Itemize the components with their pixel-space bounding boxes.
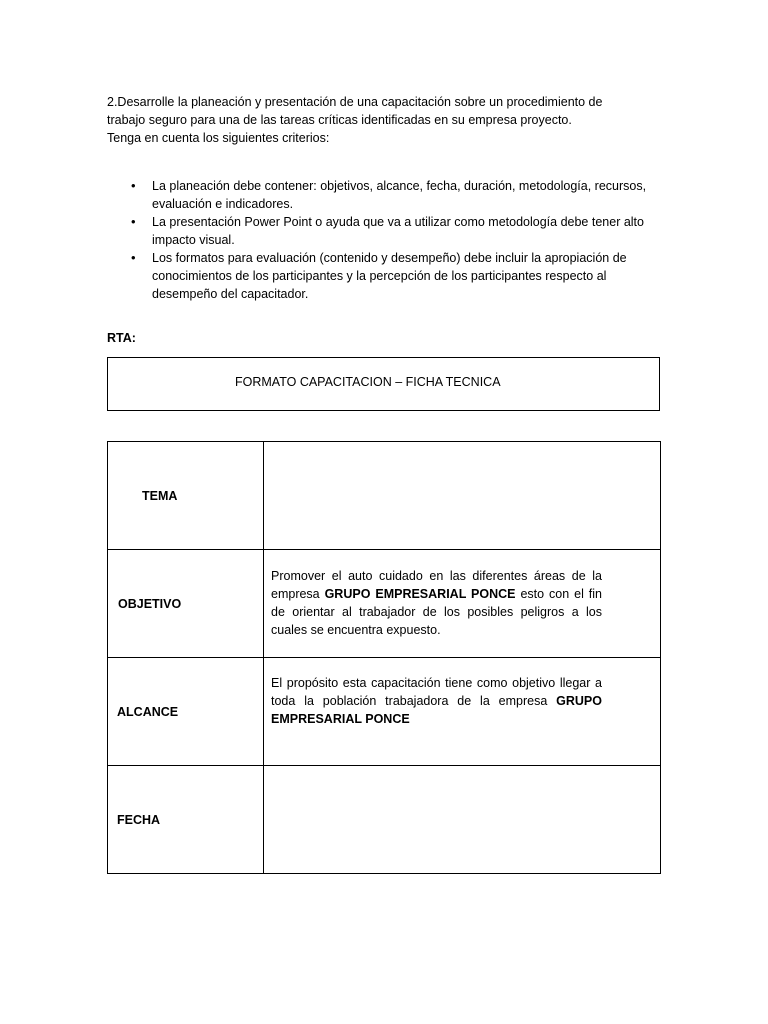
- criteria-list: [107, 177, 667, 303]
- objetivo-value: [264, 550, 660, 639]
- objetivo-label-cell: [108, 550, 264, 658]
- table-row-fecha: [108, 766, 661, 874]
- table-row-objetivo: [108, 550, 661, 658]
- fecha-value-cell: [264, 766, 661, 874]
- tema-label: TEMA: [142, 488, 178, 503]
- rta-label: RTA:: [107, 331, 136, 345]
- alcance-text-pre: El propósito esta capacitación tiene como objetivo llegar a toda la población trabajadora de la empresa: [271, 676, 602, 708]
- criteria-item: [107, 177, 667, 213]
- fecha-value: [264, 766, 660, 783]
- objetivo-label: OBJETIVO: [118, 596, 182, 611]
- ficha-tecnica-table: [107, 441, 661, 874]
- table-row-tema: [108, 442, 661, 550]
- criteria-item: [107, 213, 667, 249]
- bullet-icon: •: [131, 250, 136, 265]
- intro-line-1: 2.Desarrolle la planeación y presentación de una capacitación sobre un procedimiento de: [107, 95, 603, 109]
- objetivo-text-post: esto con el fin de orientar al trabajador de los posibles peligros a los cuales se encuentra expuesto.: [271, 587, 602, 637]
- tema-value-cell: [264, 442, 661, 550]
- company-name: GRUPO EMPRESARIAL PONCE: [324, 587, 516, 601]
- intro-line-2: trabajo seguro para una de las tareas críticas identificadas en su empresa proyecto.: [107, 113, 572, 127]
- criteria-text: Los formatos para evaluación (contenido y desempeño) debe incluir la apropiación de conocimientos de los participantes y la percepción de los participantes respecto al desempeño del capacitador.: [152, 251, 627, 301]
- intro-line-3: Tenga en cuenta los siguientes criterios:: [107, 131, 330, 145]
- fecha-label: FECHA: [117, 812, 161, 827]
- company-name: GRUPO EMPRESARIAL PONCE: [271, 694, 602, 726]
- criteria-text: La planeación debe contener: objetivos, alcance, fecha, duración, metodología, recursos, evaluación e indicadores.: [152, 179, 647, 211]
- format-title-box: [107, 357, 660, 411]
- alcance-label: ALCANCE: [117, 704, 179, 719]
- format-title: FORMATO CAPACITACION – FICHA TECNICA: [235, 375, 501, 389]
- bullet-icon: •: [131, 178, 136, 193]
- alcance-label-cell: [108, 658, 264, 766]
- tema-value: [264, 442, 660, 459]
- bullet-icon: •: [131, 214, 136, 229]
- tema-label-cell: [108, 442, 264, 550]
- objetivo-text-pre: Promover el auto cuidado en las diferentes áreas de la empresa: [271, 569, 602, 601]
- alcance-value-cell: [264, 658, 661, 766]
- criteria-text: La presentación Power Point o ayuda que va a utilizar como metodología debe tener alto impacto visual.: [152, 215, 644, 247]
- criteria-item: [107, 249, 667, 303]
- question-intro: [107, 93, 667, 147]
- objetivo-value-cell: [264, 550, 661, 658]
- alcance-value: [264, 658, 660, 728]
- fecha-label-cell: [108, 766, 264, 874]
- table-row-alcance: [108, 658, 661, 766]
